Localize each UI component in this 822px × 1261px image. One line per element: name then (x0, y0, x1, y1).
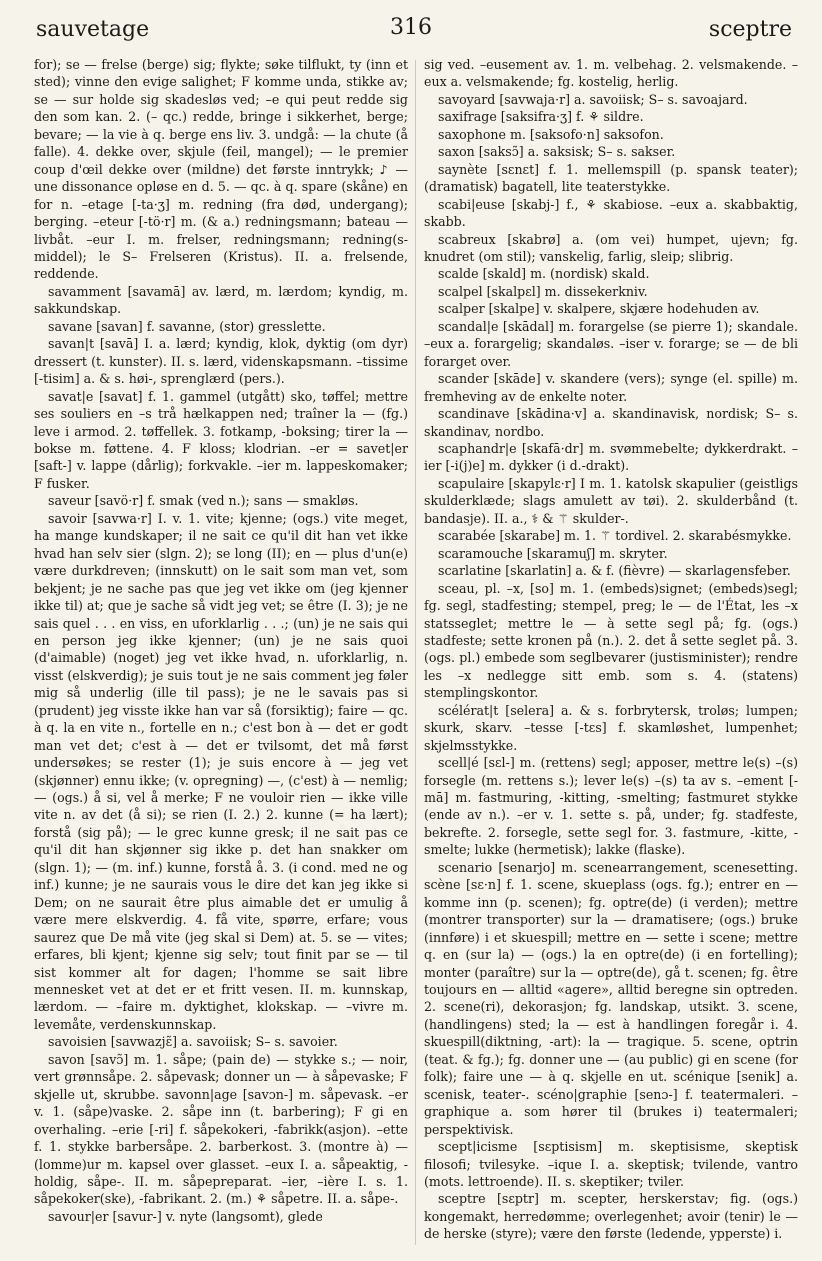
entry-scarabee: scarabée [skarabe] m. 1. ⚚ tordivel. 2. skarabésmykke. (438, 528, 792, 544)
entry-scalde: scalde [skald] m. (nordisk) skald. (438, 266, 650, 282)
entry-scalper: scalper [skalpe] v. skalpere, skjære hodehuden av. (438, 301, 760, 317)
entry-scabreux: scabreux [skabrø] a. (om vei) humpet, ujevn; fg. knudret (om stil); vanskelig, farlig, sleip; slibrig. (424, 231, 798, 264)
entry-scaramouche: scaramouche [skaramuʃ] m. skryter. (438, 545, 668, 561)
right-column (424, 56, 798, 1251)
entry-scaphandre: scaphandr|e [skafā·dr] m. svømmebelte; dykkerdrakt. –ier [-i(j)e] m. dykker (i d.-drakt). (424, 440, 798, 474)
page-number: 316 (390, 15, 432, 40)
entry-scandale: scandal|e [skādal] m. forargelse (se pierre 1); skandale. –eux a. forargelig; skandaløs. –iser v. forarge; se — de bli forarget over. (424, 318, 798, 369)
entry-scarlatine: scarlatine [skarlatin] a. & f. (fièvre) — skarlagensfeber. (438, 563, 791, 579)
entry-scander: scander [skāde] v. skandere (vers); synge (el. spille) m. fremheving av de enkelte noter. (424, 371, 798, 404)
entry-savon: savon [savɔ̃] m. 1. såpe; (pain de) — stykke s.; — noir, vert grønnsåpe. 2. såpevask; donner un — à såpevaske; F skjelle ut, skrubbe. savonn|age [savɔn-] m. såpevask. –er v. 1. (såpe)vaske. 2. såpe inn (t. barbering); F gi en overhaling. –erie [-ri] f. såpekokeri, -fabrikk(asjon). –ette f. 1. stykke barbersåpe. 2. barberkost. 3. (montre à) — (lomme)ur m. kapsel over glasset. –eux I. a. såpeaktig, -holdig, såpe-. II. m. såpepreparat. –ier, –ière I. s. 1. såpekoker(ske), -fabrikant. 2. (m.) ⚘ såpetre. II. a. såpe-. (34, 1051, 408, 1207)
entry-savant: savan|t [savā] I. a. lærd; kyndig, klok, dyktig (om dyr) dressert (t. kunster). II. s. lærd, videnskapsmann. –tissime [-tisim] a. & s. høi-, sprenglærd (pers.). (34, 336, 408, 387)
entry-saveur: saveur [savö·r] f. smak (ved n.); sans — smakløs. (48, 493, 359, 509)
entry-savamment: savamment [savamā] av. lærd, m. lærdom; kyndig, m. sakkundskap. (34, 283, 408, 317)
entry-continuation-right: sig ved. –eusement av. 1. m. velbehag. 2. velsmakende. –eux a. velsmakende; fg. kostelig, herlig. (424, 57, 798, 90)
entry-scelerat: scélérat|t [selera] a. & s. forbrytersk, troløs; lumpen; skurk, skarv. –tesse [-tɛs] f. skamløshet, lumpenhet; skjelmsstykke. (424, 702, 798, 753)
entry-saynete: saynète [sɛnɛt] f. 1. mellemspill (p. spansk teater); (dramatisk) bagatell, lite teaterstykke. (424, 161, 798, 195)
entry-savoyard: savoyard [savwaja·r] a. savoiisk; S– s. savoajard. (438, 91, 748, 107)
entry-scalpel: scalpel [skalpɛl] m. dissekerkniv. (438, 283, 648, 299)
right-guide-word: sceptre (708, 17, 792, 42)
entry-scandinave: scandinave [skādina·v] a. skandinavisk, nordisk; S– s. skandinav, nordbo. (424, 406, 798, 439)
page-header (0, 0, 822, 52)
entry-scabieuse: scabi|euse [skabj-] f., ⚘ skabiose. –eux a. skabbaktig, skabb. (424, 196, 798, 230)
entry-savourer: savour|er [savur-] v. nyte (langsomt), glede (48, 1208, 323, 1224)
entry-scepticisme: scept|icisme [sɛptisism] m. skeptisisme, skeptisk filosofi; tvilesyke. –ique I. a. skeptisk; tvilende, vantro (mots. lettroende). II. s. skeptiker; tviler. (424, 1139, 798, 1189)
left-guide-word: sauvetage (36, 17, 150, 42)
entry-savoisien: savoisien [savwazjɛ̃] a. savoiisk; S– s. savoier. (48, 1034, 338, 1050)
entry-savate: savat|e [savat] f. 1. gammel (utgått) sko, tøffel; mettre ses souliers en –s trå hælkappen ned; traîner la — (fg.) leve i armod. 2. tøffellek. 3. fotkamp, -boksing; tirer la — bokse m. føttene. 4. F kloss; klodrian. –er = savet|er [saft-] v. lappe (dårlig); forkvakle. –ier m. lappeskomaker; F fusker. (34, 388, 408, 491)
entry-scapulaire: scapulaire [skapylɛ·r] I m. 1. katolsk skapulier (geistligs skulderklæde; slags amulett av tøi). 2. skulderbånd (t. bandasje). II. a., ⚕ & ⚚ skulder-. (424, 475, 798, 526)
entry-scelle: scell|é [sɛl-] m. (rettens) segl; apposer, mettre le(s) –(s) forsegle (m. rettens s.); lever le(s) –(s) ta av s. –ement [-mā] m. fastmuring, -kitting, -smelting; fastmuret stykke (ende av n.). –er v. 1. sette s. på, under; fg. stadfeste, bekrefte. 2. forsegle, sette segl for. 3. fastmure, -kitte, -smelte; lukke (hermetisk); lakke (flaske). (424, 755, 798, 858)
entry-saxon: saxon [saksɔ̃] a. saksisk; S– s. sakser. (438, 144, 676, 160)
entry-continuation: for); se — frelse (berge) sig; flykte; søke tilflukt, ty (inn et sted); vinne den evige salighet; F komme unda, stikke av; se — sur holde sig skadesløs ved; –e qui peut redde sig den som kan. 2. (– qc.) redde, bringe i sikkerhet, berge; bevare; — la vie à q. berge ens liv. 3. undgå: — la chute (å falle). 4. dekke over, skjule (feil, mangel); — le premier coup d'œil dekke over (mildne) det første inntrykk; ♪ — une dissonance opløse en d. 5. — qc. à q. spare (skåne) en for n. –etage [-ta·ʒ] m. redning (fra død, undergang); berging. –eteur [-tö·r] m. (& a.) redningsmann; bateau — livbåt. –eur I. m. frelser, redningsmann; redning(s-middel); le S– Frelseren (Kristus). II. a. frelsende, reddende. (34, 57, 408, 282)
entry-sceau: sceau, pl. –x, [so] m. 1. (embeds)signet; (embeds)segl; fg. segl, stadfesting; stempel, preg; le — de l'État, les –x statsseglet; mettre le — à sette segl på; fg. (ogs.) stadfeste; sette kronen på (n.). 2. det å sette seglet på. 3. (ogs. pl.) embede som seglbevarer (justisminister); rendre les –x nedlegge sitt emb. som s. 4. (statens) stemplingskontor. (424, 580, 798, 701)
entry-savane: savane [savan] f. savanne, (stor) gresslette. (48, 318, 326, 334)
entry-scenario: scenario [senarjo] m. scenearrangement, scenesetting. scène [sɛ·n] f. 1. scene, skueplass (ogs. fg.); entrer en — komme inn (p. scenen); fg. optre(de) (i verden); mettre (montrer transporter) sur la — dramatisere; (ogs.) bruke (innføre) i et skuespill; mettre en — sette i scene; mettre q. en (sur la) — (ogs.) la en optre(de) (i en fortelling); monter (paraître) sur la — optre(de), gå t. scenen; fg. être toujours en — alltid «agere», alltid beregne sin optreden. 2. scene(ri), dekorasjon; fg. landskap, utsikt. 3. scene, (handlingens) sted; la — est à handlingen foregår i. 4. skuespill(diktning, -art): la — tragique. 5. scene, optrin (teat. & fg.); fg. donner une — (au public) gi en scene (for folk); faire une — à q. skjelle en ut. scénique [senik] a. scenisk, teater-. scéno|graphie [senɔ-] f. teatermaleri. –graphique a. som hører til (brukes i) teatermaleri; perspektivisk. (424, 859, 798, 1137)
entry-saxophone: saxophone m. [saksofo·n] saksofon. (438, 126, 664, 142)
left-column (34, 56, 408, 1251)
entry-saxifrage: saxifrage [saksifra·ʒ] f. ⚘ sildre. (438, 109, 644, 125)
entry-savoir: savoir [savwa·r] I. v. 1. vite; kjenne; (ogs.) vite meget, ha mange kundskaper; il ne sait ce qu'il dit han vet ikke hvad han selv sier (slgn. 2); se long (II); en — plus d'un(e) være durkdreven; (innskutt) on le sait som man vet, som bekjent; je ne sache pas que jeg vet ikke om (jeg kjenner ikke til) at; que je sache så vidt jeg vet; se être (I. 3); je ne sais quel . . . en viss, en uforklarlig . . .; (un) je ne sais qui en person jeg ikke kjenner; (un) je ne sais quoi (d'aimable) (noget) jeg vet ikke hvad, n. uforklarlig, n. visst (elskverdig); je suis tout je ne sais comment jeg føler mig så underlig (ille til pass); je ne le savais pas si (prudent) jeg visste ikke han var så (forsiktig); faire — qc. à q. la en vite n., fortelle en n.; c'est bon à — det er godt man vet det; c'est à — det er tvilsomt, det må først undersøkes; se rester (1); je suis encore à — jeg vet (skjønner) ennu ikke; (v. opregning) —, (c'est) à — nemlig; — (ogs.) å si, vel å merke; F ne vouloir rien — ikke ville vite n. av det (å si); se rien (I. 2.) 2. kunne (= ha lært); forstå (sig på); — le grec kunne gresk; il ne sait pas ce qu'il dit han skjønner sig ikke p. det han snakker om (slgn. 1); — (m. inf.) kunne, forstå å. 3. (i cond. med ne og inf.) kunne; je ne saurais vous le dire det kan jeg ikke si Dem; on ne saurait être plus aimable det er umulig å være mere elskverdig. 4. få vite, spørre, erfare; vous saurez que De må vite (jeg skal si Dem) at. 5. se — vites; erfares, bli kjent; kjenne sig selv; tout finit par se — til sist kommer alt for dagen; l'homme se sait libre mennesket vet at det er et fritt vesen. II. m. kunnskap, lærdom. — –faire m. dyktighet, klokskap. — –vivre m. levemåte, verdenskunnskap. (34, 510, 408, 1032)
entry-sceptre: sceptre [sɛptr] m. scepter, herskerstav; fig. (ogs.) kongemakt, herredømme; overlegenhet; avoir (tenir) le — de herske (styre); være den første (ledende, ypperste) i. (424, 1191, 798, 1242)
column-divider (415, 60, 416, 1245)
